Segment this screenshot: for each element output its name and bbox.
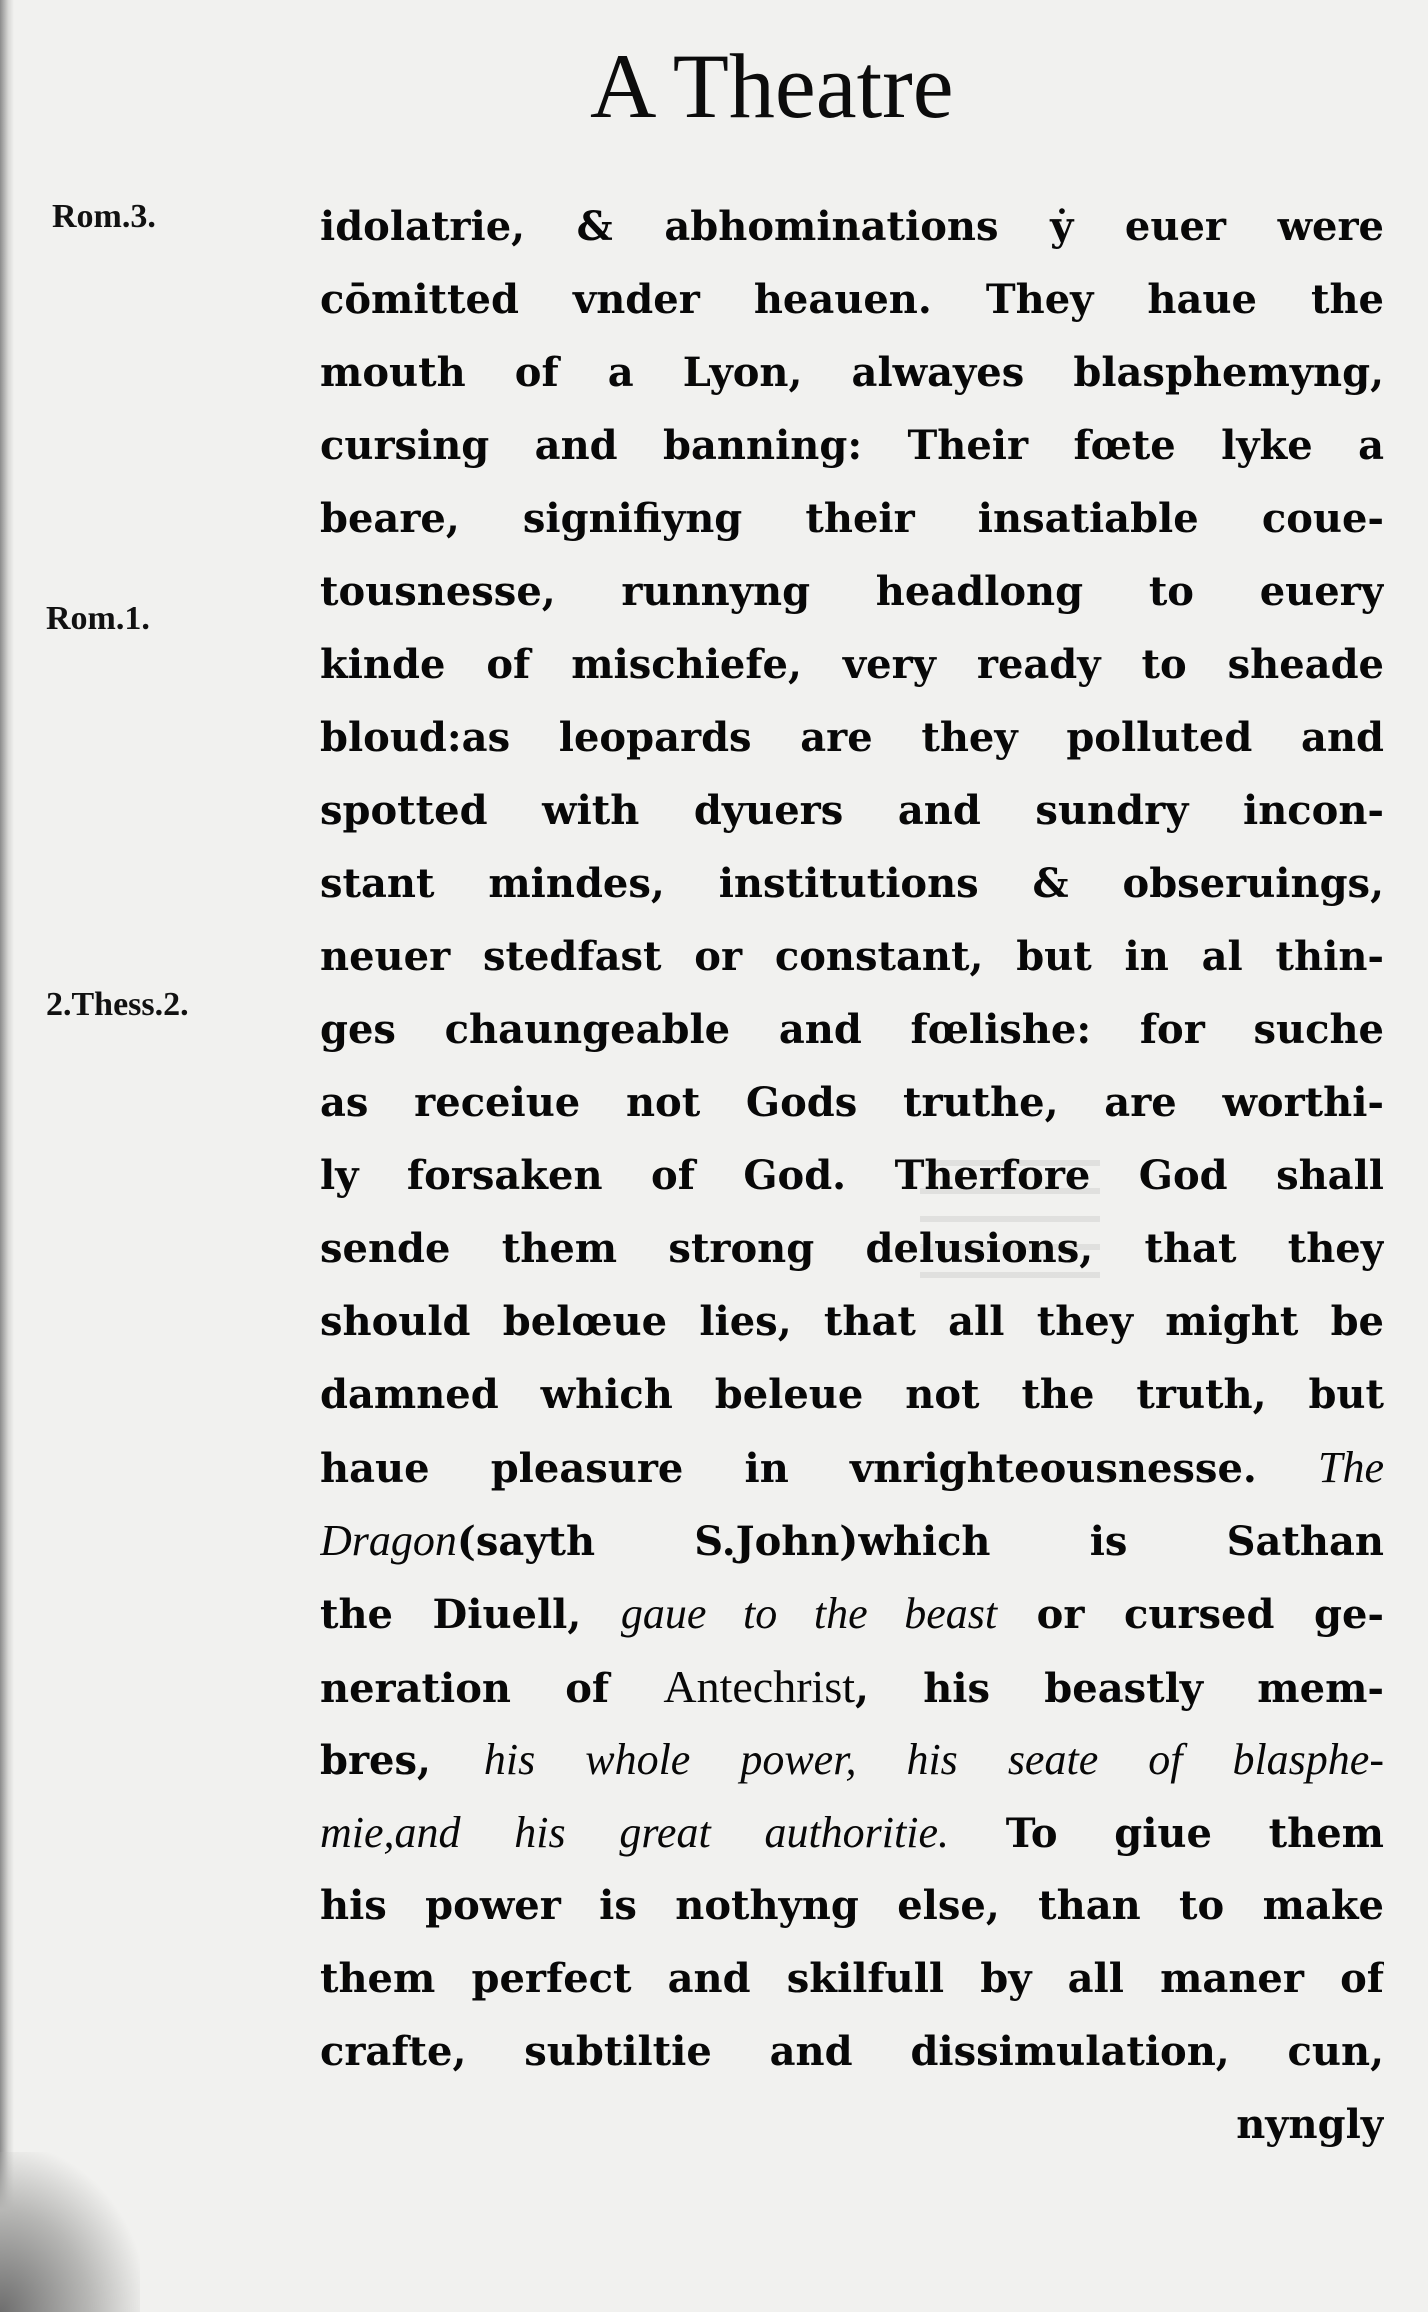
text-line	[320, 555, 1384, 628]
text-run: should belœue lies, that all they might be	[320, 1298, 1384, 1345]
text-line	[320, 1431, 1384, 1504]
text-line	[320, 993, 1384, 1066]
text-run: damned which beleue not the truth, but	[320, 1371, 1384, 1418]
text-line	[320, 920, 1384, 993]
text-run: mouth of a Lyon, alwayes blasphemyng,	[320, 349, 1384, 396]
marginal-note: Rom.1.	[46, 600, 150, 637]
text-run: crafte, subtiltie and dissimulation, cun,	[320, 2028, 1384, 2075]
text-run: nyngly	[1236, 2101, 1384, 2148]
text-run: (sayth S.John)which is Sathan	[456, 1518, 1384, 1565]
text-run: as receiue not Gods truthe, are worthi-	[320, 1079, 1384, 1126]
italic-text: Dragon	[320, 1516, 457, 1565]
text-run: idolatrie, & abhominations ẏ euer were	[320, 203, 1384, 250]
italic-text: his whole power, his seate of blasphe-	[483, 1735, 1384, 1784]
text-run: haue pleasure in vnrighteousnesse.	[320, 1445, 1318, 1492]
text-run: them perfect and skilfull by all maner of	[320, 1955, 1384, 2002]
text-run: , his beastly mem-	[855, 1665, 1384, 1712]
text-run: neration of	[320, 1665, 664, 1712]
text-line	[320, 1504, 1384, 1577]
text-run: the Diuell,	[320, 1591, 621, 1638]
text-run: sende them strong delusions, that they	[320, 1225, 1384, 1272]
text-line	[320, 1869, 1384, 1942]
page-edge-shadow	[0, 0, 14, 2312]
text-line	[320, 1139, 1384, 1212]
italic-text: gaue to the beast	[620, 1589, 998, 1638]
text-run: bres,	[320, 1737, 484, 1784]
text-line	[320, 336, 1384, 409]
text-line	[320, 190, 1384, 263]
text-line	[320, 1942, 1384, 2015]
text-run: cōmitted vnder heauen. They haue the	[320, 276, 1384, 323]
text-run: bloud:as leopards are they polluted and	[320, 714, 1384, 761]
text-line	[320, 1650, 1384, 1723]
text-line	[320, 847, 1384, 920]
text-line	[320, 1066, 1384, 1139]
text-run: beare, signifiyng their insatiable coue-	[320, 495, 1384, 542]
text-run: tousnesse, runnyng headlong to euery	[320, 568, 1384, 615]
text-line	[320, 1358, 1384, 1431]
italic-text: mie,and his great authoritie.	[320, 1808, 949, 1857]
text-line	[320, 1723, 1384, 1796]
text-line	[320, 263, 1384, 336]
running-head: A Theatre	[590, 35, 954, 137]
italic-text: The	[1318, 1443, 1384, 1492]
text-run: ly forsaken of God. Therfore God shall	[320, 1152, 1384, 1199]
text-run: spotted with dyuers and sundry incon-	[320, 787, 1384, 834]
text-run: To giue them	[949, 1810, 1384, 1857]
corner-shadow	[0, 2152, 140, 2312]
text-run: his power is nothyng else, than to make	[320, 1882, 1384, 1929]
text-line	[320, 482, 1384, 555]
text-line	[320, 774, 1384, 847]
text-line	[320, 1577, 1384, 1650]
text-run: Antechrist	[663, 1661, 856, 1712]
text-line	[320, 2088, 1384, 2161]
text-line	[320, 1285, 1384, 1358]
marginal-note: 2.Thess.2.	[46, 986, 189, 1023]
text-run: or cursed ge-	[997, 1591, 1384, 1638]
text-line	[320, 628, 1384, 701]
text-line	[320, 409, 1384, 482]
text-run: ges chaungeable and fœlishe: for suche	[320, 1006, 1384, 1053]
text-run: neuer stedfast or constant, but in al thin-	[320, 933, 1384, 980]
text-line	[320, 1796, 1384, 1869]
marginal-note: Rom.3.	[52, 198, 156, 235]
text-run: stant mindes, institutions & obseruings,	[320, 860, 1384, 907]
text-run: cursing and banning: Their fœte lyke a	[320, 422, 1384, 469]
body-text	[320, 190, 1384, 2161]
text-line	[320, 2015, 1384, 2088]
text-line	[320, 1212, 1384, 1285]
text-line	[320, 701, 1384, 774]
text-run: kinde of mischiefe, very ready to sheade	[320, 641, 1384, 688]
